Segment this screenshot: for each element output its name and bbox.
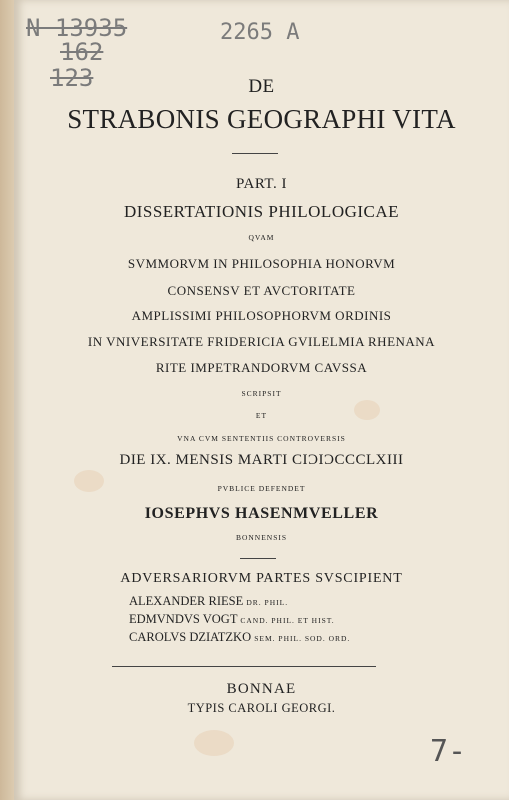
opponent-entry	[129, 630, 350, 645]
dissertation-line: DISSERTATIONIS PHILOLOGICAE	[123, 202, 400, 221]
opponents-heading: ADVERSARIORVM PARTES SVSCIPIENT	[120, 571, 403, 586]
publice-line: PVBLICE DEFENDET	[217, 484, 306, 493]
main-title: STRABONIS GEOGRAPHI VITA	[67, 104, 456, 134]
controversis-line: VNA CVM SENTENTIIS CONTROVERSIS	[177, 434, 346, 443]
text-line: IN VNIVERSITATE FRIDERICIA GVILELMIA RHENANA	[87, 334, 436, 349]
handwritten-mark: 7-	[430, 734, 467, 769]
author-name: IOSEPHVS HASENMVELLER	[144, 505, 379, 522]
scripsit-line: SCRIPSIT	[241, 389, 282, 398]
divider	[112, 666, 376, 667]
opponent-entry	[129, 612, 335, 627]
foxing-stain	[194, 730, 234, 756]
divider	[232, 153, 278, 154]
opponent-entry	[129, 594, 288, 609]
quam-line: QVAM	[248, 233, 275, 242]
text-line: CONSENSV ET AVCTORITATE	[167, 283, 356, 298]
part-label: PART. I	[236, 176, 287, 192]
title-page	[14, 0, 509, 800]
text-line: SVMMORVM IN PHILOSOPHIA HONORVM	[127, 256, 396, 271]
opponent-title: DR. PHIL.	[246, 598, 289, 607]
opponent-name: EDMVNDVS VOGT	[129, 612, 238, 626]
opponent-name: CAROLVS DZIATZKO	[129, 630, 252, 644]
title-de: DE	[248, 76, 275, 97]
handwritten-number: 123	[50, 64, 94, 92]
handwritten-number: 162	[60, 38, 104, 66]
et-line: ET	[255, 411, 268, 420]
opponent-title: SEM. PHIL. SOD. ORD.	[254, 634, 351, 643]
shelfmark: 2265 A	[220, 20, 300, 45]
text-line: RITE IMPETRANDORVM CAVSSA	[155, 360, 368, 375]
divider	[240, 558, 276, 559]
imprint-city: BONNAE	[226, 681, 297, 697]
defense-date: DIE IX. MENSIS MARTI CIƆIƆCCCLXIII	[119, 452, 404, 468]
book-spine	[0, 0, 14, 800]
author-origin: BONNENSIS	[235, 533, 288, 542]
opponent-name: ALEXANDER RIESE	[129, 594, 244, 608]
text-line: AMPLISSIMI PHILOSOPHORVM ORDINIS	[131, 308, 392, 323]
imprint-printer: TYPIS CAROLI GEORGI.	[187, 701, 336, 715]
handwritten-number: N 13935	[26, 14, 128, 42]
opponent-title: CAND. PHIL. ET HIST.	[240, 616, 335, 625]
